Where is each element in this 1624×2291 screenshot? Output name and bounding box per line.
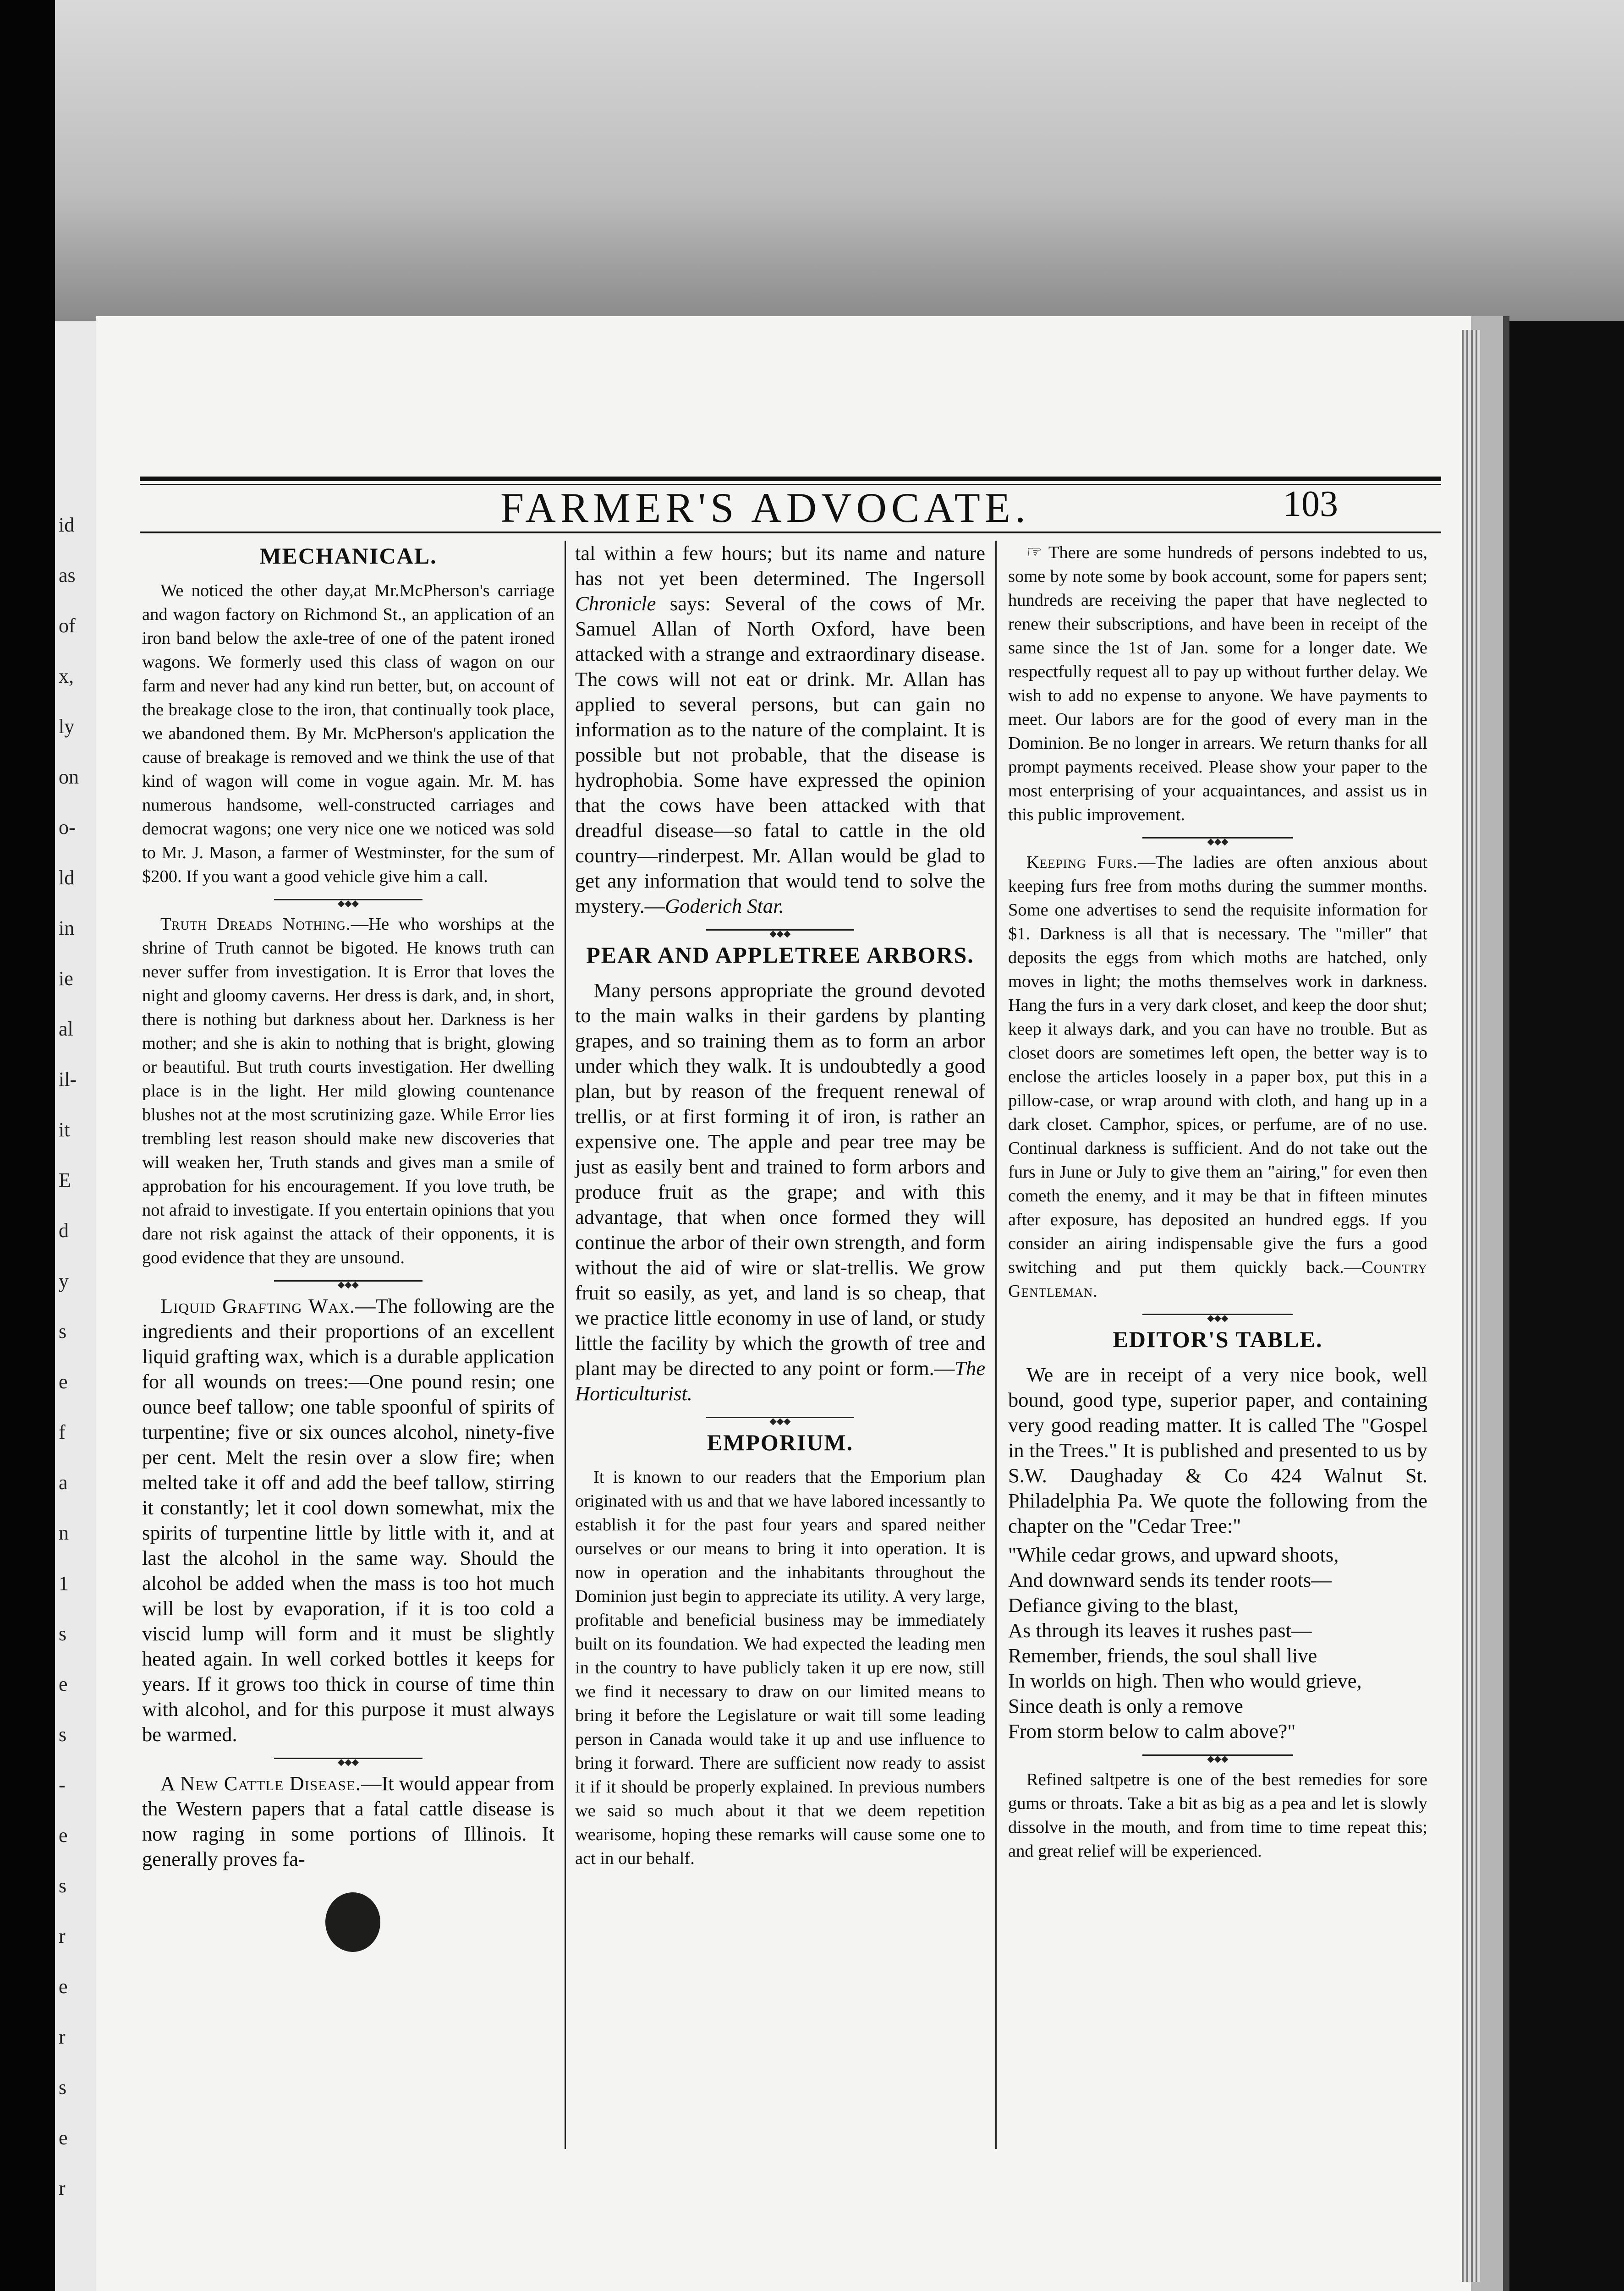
left-page-fragment: e <box>59 1673 68 1695</box>
left-page-fragment: E <box>59 1169 71 1191</box>
cattle-text: —It would appear from the Western papers that a fatal cattle disease is now raging in some portions of Illinois. It generally proves fa- <box>142 1772 554 1870</box>
wax-text: —The following are the ingredients and their proportions of an excellent liquid grafting wax, which is a durable application for all wounds on trees:—One pound resin; one ounce beef tallow; one table spoonful of spirits of turpentine; five or six ounces alcohol, ninety-five per cent. Melt the resin over a slow fire; when melted take it off and add the beef tallow, stirring it constantly; let it cool down somewhat, mix the spirits of turpentine little by little with it, and at last the alcohol in the same way. Should the alcohol be added when the mass is too hot much will be lost by evaporation, if it is too cold a viscid lump will form and it must be slightly heated again. In well corked bottles it keeps for years. If it grows too thick in course of time thin with alcohol, and for this purpose it must always be warmed. <box>142 1294 554 1746</box>
column-divider <box>995 541 997 2149</box>
mechanical-heading: MECHANICAL. <box>259 543 437 569</box>
left-page-fragment: s <box>59 2076 67 2099</box>
cattle-lead: A New Cattle Disease. <box>160 1772 361 1795</box>
separator <box>1008 1308 1427 1321</box>
left-page-fragment: ld <box>59 866 75 889</box>
masthead-title: FARMER'S ADVOCATE. <box>500 484 1030 531</box>
left-page-fragment: r <box>59 1925 66 1947</box>
poem-line: Since death is only a remove <box>1008 1694 1243 1717</box>
left-page-fragment: it <box>59 1118 70 1141</box>
left-page-fragment: il- <box>59 1068 77 1091</box>
left-page-fragment: id <box>59 514 75 536</box>
left-page-fragment: e <box>59 1824 68 1847</box>
left-page-fragment: y <box>59 1270 69 1292</box>
header-rule <box>140 532 1441 533</box>
pointing-hand-icon: ☞ <box>1026 543 1042 562</box>
poem-line: Defiance giving to the blast, <box>1008 1594 1239 1617</box>
left-page-fragment: s <box>59 1874 67 1897</box>
left-page-fragment: ly <box>59 715 75 738</box>
poem-line: From storm below to calm above?" <box>1008 1720 1296 1743</box>
left-page-fragment: ie <box>59 967 73 990</box>
truth-lead: Truth Dreads Nothing. <box>160 915 351 934</box>
left-page-fragment: o- <box>59 816 76 839</box>
left-page-fragment: s <box>59 1622 67 1645</box>
left-page-fragment: s <box>59 1320 67 1343</box>
separator <box>1008 1748 1427 1762</box>
left-page-edge <box>55 321 99 2291</box>
column-3 <box>1008 541 1427 1867</box>
editors-heading: EDITOR'S TABLE. <box>1113 1326 1323 1352</box>
left-page-fragment: 1 <box>59 1572 69 1595</box>
scanner-background <box>0 0 1624 321</box>
furs-text: —The ladies are often anxious about keeping furs free from moths during the summer months. Some one advertises to send the requisite information for $1. Darkness is all that is necessary. The "miller" that deposits the eggs from which moths are hatched, only moves in light; the moths themselves work in darkness. Hang the furs in a very dark closet, and keep the door shut; keep it always dark, and you can have no trouble. But as closet doors are sometimes left open, the better way is to enclose the articles loosely in a paper box, put this in a pillow-case, or wrap around with cloth, and hang up in a dark closet. Camphor, spices, or perfume, are of no use. Continual darkness is sufficient. And do not take out the furs in June or July to give them an "airing," for even then cometh the enemy, and it may be that in fifteen minutes after exposure, has deposited an hundred eggs. If you consider an airing indispensable give the furs a good switching and put them quickly back.— <box>1008 853 1428 1277</box>
editors-text: We are in receipt of a very nice book, well bound, good type, superior paper, and containing very good reading matter. It is called The "Gospel in the Trees." It is published and presented to us by S.W. Daughaday & Co 424 Walnut St. Philadelphia Pa. We quote the following from the chapter on the "Cedar Tree:" <box>1008 1363 1427 1537</box>
left-page-fragment: al <box>59 1018 73 1040</box>
truth-article <box>142 912 554 1270</box>
left-page-fragment: e <box>59 1370 68 1393</box>
poem-line: Remember, friends, the soul shall live <box>1008 1644 1317 1667</box>
separator <box>575 1411 985 1425</box>
mechanical-text: We noticed the other day,at Mr.McPherson's carriage and wagon factory on Richmond St., an application of an iron band below the axle-tree of one of the patent ironed wagons. We formerly used this class of wagon on our farm and never had any kind run better, but, on account of the breakage close to the iron, that continually took place, we abandoned them. By Mr. McPherson's application the cause of breakage is removed and we think the use of that kind of wagon will come in vogue again. Mr. M. has numerous handsome, well-constructed carriages and democrat wagons; one very nice one we noticed was sold to Mr. J. Mason, a farmer of Westminster, for the sum of $200. If you want a good vehicle give him a call. <box>142 581 554 886</box>
notice-text: There are some hundreds of persons indebted to us, some by note some by book account, some for papers sent; hundreds are receiving the paper that have neglected to renew their subscriptions, and have been in receipt of the same since the 1st of Jan. some for a longer date. We respectfully request all to pay up without further delay. We wish to add no expense to anyone. We have payments to meet. Our labors are for the good of every man in the Dominion. Be no longer in arrears. We return thanks for all prompt payments received. Please show your paper to the most enterprising of your acquaintances, and assist us in this public improvement. <box>1008 543 1427 824</box>
left-page-fragment: on <box>59 766 79 788</box>
cattle-article <box>142 1771 554 1872</box>
newspaper-page <box>96 316 1503 2291</box>
arbors-text: Many persons appropriate the ground devoted to the main walks in their gardens by planting grapes, and so training them as to form an arbor under which they walk. It is undoubtedly a good plan, but by reason of the frequent renewal of trellis, or at first forming it of iron, is rather an expensive one. The apple and pear tree may be just as easily bent and trained to form arbors and produce fruit as the grape; and with this advantage, that when once formed they will continue the arbor of their own strength, and form without the aid of wire or slat-trellis. We grow fruit so easily, as yet, and land is so cheap, that we practice little economy in use of land, or study little the facility by which the growth of tree and plant may be directed to any point or form.— <box>575 979 985 1380</box>
cattle-source: Goderich Star. <box>665 894 784 917</box>
separator <box>1008 831 1427 845</box>
poem-line: As through its leaves it rushes past— <box>1008 1619 1312 1642</box>
cattle-cont-text-b: says: Several of the cows of Mr. Samuel Allan of North Oxford, have been attacked with a strange and extraordinary disease. The cows will not eat or drink. Mr. Allan has applied to several persons, but can gain no information as to the nature of the complaint. It is possible but not probable, that the disease is hydrophobia. Some have expressed the opinion that the cows have been attacked with that dreadful disease—so fatal to cattle in the old country—rinderpest. Mr. Allan would be glad to get any information that would tend to solve the mystery.— <box>575 592 985 917</box>
left-page-fragment: in <box>59 917 75 939</box>
poem-line: In worlds on high. Then who would grieve, <box>1008 1669 1362 1692</box>
column-1 <box>142 541 554 1875</box>
emporium-heading: EMPORIUM. <box>707 1430 854 1455</box>
left-page-fragment: of <box>59 614 76 637</box>
left-page-fragment: r <box>59 2177 66 2199</box>
left-page-fragment: n <box>59 1522 69 1544</box>
wax-article <box>142 1293 554 1747</box>
notice-article <box>1008 541 1427 827</box>
column-divider <box>565 541 566 2149</box>
separator <box>575 923 985 937</box>
left-page-fragment: s <box>59 1723 67 1746</box>
furs-article <box>1008 850 1427 1303</box>
column-2 <box>575 541 985 1874</box>
poem-line: And downward sends its tender roots— <box>1008 1568 1332 1591</box>
left-page-fragment: e <box>59 1975 68 1998</box>
left-page-fragment: as <box>59 564 76 586</box>
truth-text: —He who worships at the shrine of Truth cannot be bigoted. He knows truth can never suffer from investigation. It is Error that loves the night and gloomy caverns. Her dress is dark, and, in short, there is nothing but darkness about her. Darkness is her mother; and she is akin to nothing that is bright, glowing or beautiful. But truth courts investigation. Her dwelling place is in the light. Her mild glowing countenance blushes not at the most scrutinizing gaze. While Error lies trembling lest reason should make new discoveries that will weaken her, Truth stands and gives man a smile of approbation for his encouragement. If you love truth, be not afraid to investigate. If you entertain opinions that you dare not risk against the attack of their opponents, it is good evidence that they are unsound. <box>142 915 554 1267</box>
saltpetre-text: Refined saltpetre is one of the best remedies for sore gums or throats. Take a bit as big as a pea and let is slowly dissolve in the mouth, and from time to time repeat this; and great relief will be experienced. <box>1008 1770 1427 1861</box>
arbors-article <box>575 978 985 1406</box>
emporium-text: It is known to our readers that the Emporium plan originated with us and that we have labored incessantly to establish it for the past four years and spared neither ourselves or our means to bring it into operation. It is now in operation and the inhabitants throughout the Dominion just begin to appreciate its utility. A very large, profitable and beneficial business may be immediately built on its foundation. We had expected the leading men in the country to have publicly taken it up ere now, still we find it necessary to draw on our limited means to bring it before the Legislature or wait till some leading person in Canada would take it up and use influence to bring it forward. There are sufficient now ready to assist it if it should be properly explained. In previous numbers we said so much about it that we deem repetition wearisome, hoping these remarks will cause some one to act in our behalf. <box>575 1468 985 1868</box>
furs-lead: Keeping Furs. <box>1026 853 1138 872</box>
left-page-fragment: a <box>59 1471 68 1494</box>
left-page-fragment: r <box>59 2026 66 2048</box>
left-page-fragment: e <box>59 2127 68 2149</box>
left-page-fragment: d <box>59 1219 69 1242</box>
separator <box>142 893 554 907</box>
top-rule <box>140 477 1441 481</box>
separator <box>142 1752 554 1765</box>
furs-source: Country Gentleman. <box>1008 1258 1427 1301</box>
chronicle-name: Chronicle <box>575 592 656 615</box>
cattle-cont-text-a: tal within a few hours; but its name and nature has not yet been determined. The Ingersoll <box>575 542 985 590</box>
book-binding <box>0 0 55 2291</box>
arbors-source: The Horticulturist. <box>575 1357 985 1405</box>
wax-lead: Liquid Grafting Wax. <box>160 1294 355 1317</box>
ink-stain <box>325 1892 380 1952</box>
page-stack-edge <box>1462 330 1480 2282</box>
separator <box>142 1274 554 1288</box>
left-page-fragment: x, <box>59 665 74 687</box>
left-page-fragment: f <box>59 1421 66 1443</box>
cattle-continued <box>575 541 985 919</box>
arbors-heading: PEAR AND APPLETREE ARBORS. <box>586 942 974 968</box>
poem-line: "While cedar grows, and upward shoots, <box>1008 1543 1339 1566</box>
cedar-poem <box>1008 1542 1427 1744</box>
page-number: 103 <box>1283 484 1338 524</box>
left-page-fragment: - <box>59 1774 66 1796</box>
